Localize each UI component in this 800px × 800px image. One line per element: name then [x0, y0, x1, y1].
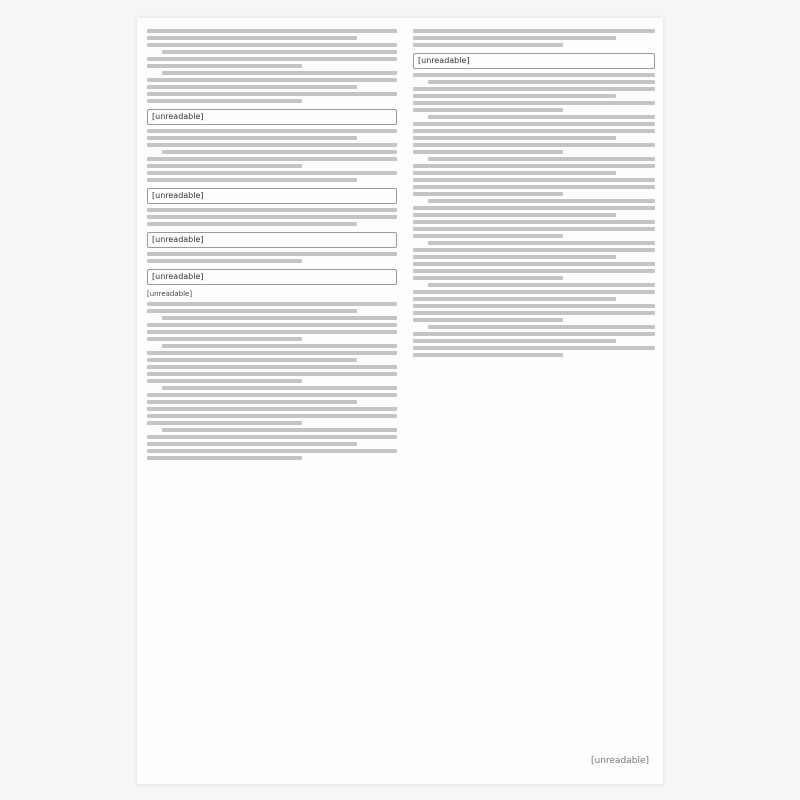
section-heading: [unreadable] [147, 269, 397, 285]
right-column [413, 26, 655, 724]
subsection-label: [unreadable] [147, 290, 193, 298]
left-column [147, 26, 397, 724]
section-heading: [unreadable] [147, 232, 397, 248]
section-heading: [unreadable] [413, 53, 655, 69]
leaflet-page [137, 18, 663, 784]
section-heading: [unreadable] [147, 109, 397, 125]
section-heading: [unreadable] [147, 188, 397, 204]
page-number: [unreadable] [591, 756, 649, 766]
